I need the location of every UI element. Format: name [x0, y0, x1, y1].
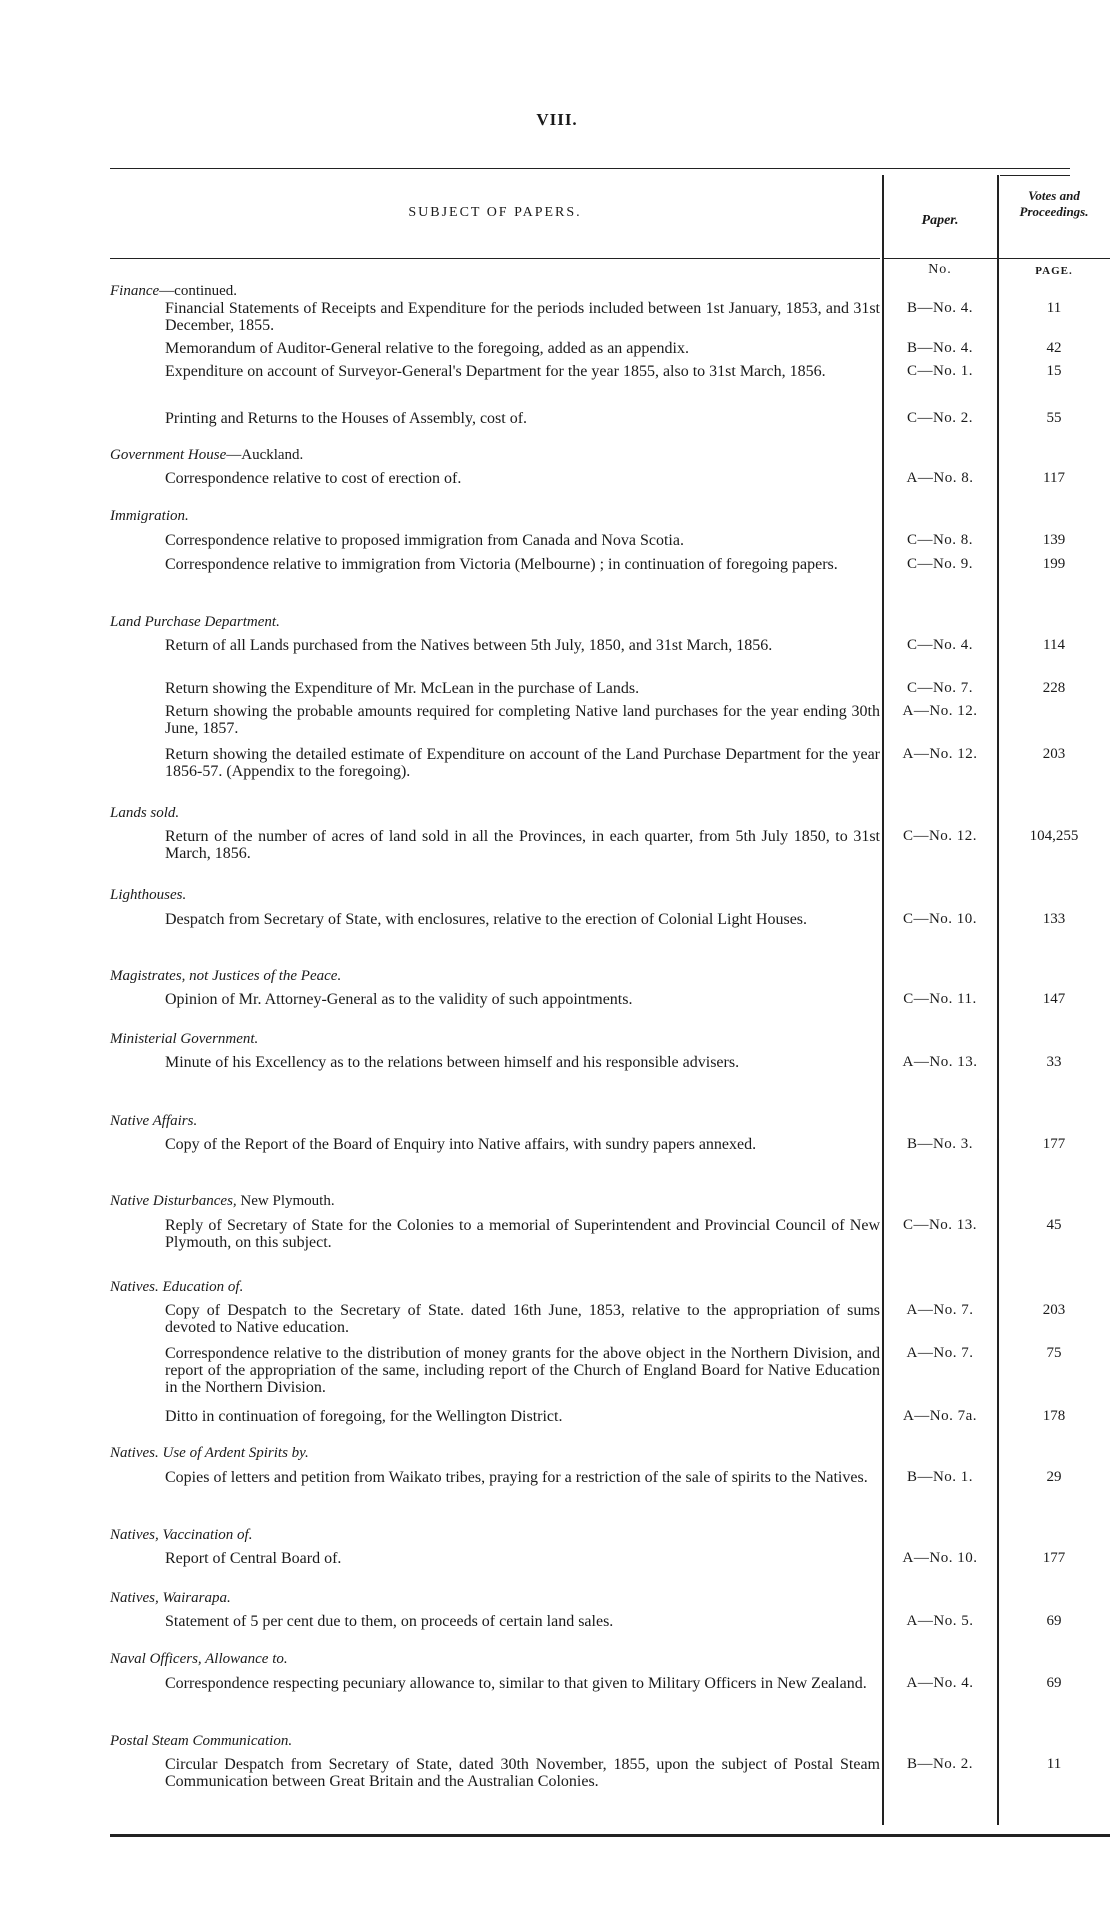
entry-paper-number: A—No. 7.: [906, 1345, 974, 1361]
entry-description: Minute of his Excellency as to the relations between himself and his responsible advisers.: [165, 1054, 740, 1071]
section-heading-text: Native Disturbances,: [110, 1193, 237, 1209]
header-rule: [110, 258, 880, 259]
section-heading-suffix: New Plymouth.: [236, 1193, 335, 1209]
entry-description: Correspondence relative to the distribution of money grants for the above object in the Northern Division, and report of the appropriation of the same, including report of the Church of England Board for Native Education in the Northern Division.: [165, 1345, 880, 1396]
entry-description: Correspondence respecting pecuniary allowance to, similar to that given to Military Officers in New Zealand.: [165, 1675, 867, 1692]
section-heading-text: Natives. Use of Ardent Spirits by.: [110, 1445, 309, 1461]
section-heading: [110, 447, 880, 464]
entry-paper-number: A—No. 7.: [906, 1302, 974, 1318]
entry-paper-number: C—No. 1.: [906, 363, 974, 379]
entry-page-number: 11: [1046, 300, 1062, 316]
entry-page-number: 203: [1042, 746, 1066, 762]
entry-paper-number: A—No. 13.: [902, 1054, 978, 1070]
section-heading-text: Immigration.: [110, 508, 189, 524]
entry-paper-number: A—No. 12.: [902, 746, 978, 762]
entry-paper-number: C—No. 7.: [906, 680, 974, 696]
entry-paper-number: A—No. 7a.: [902, 1408, 978, 1424]
entry-description: Copies of letters and petition from Waikato tribes, praying for a restriction of the sale of spirits to the Natives.: [165, 1469, 868, 1486]
entry-description: Printing and Returns to the Houses of Assembly, cost of.: [165, 410, 528, 427]
entry-page-number: 114: [1043, 637, 1065, 653]
entry-paper-number: A—No. 4.: [906, 1675, 974, 1691]
section-heading: [110, 1590, 880, 1607]
entry-paper-number: B—No. 2.: [906, 1756, 974, 1772]
section-heading: [110, 283, 880, 300]
section-heading: [110, 1445, 880, 1462]
entry-description: Correspondence relative to immigration from Victoria (Melbourne) ; in continuation of foregoing papers.: [165, 556, 838, 573]
column-rule-votes: [997, 175, 999, 1825]
entry-description: Return of all Lands purchased from the Natives between 5th July, 1850, and 31st March, 1856.: [165, 637, 773, 654]
section-heading-text: Ministerial Government.: [110, 1031, 259, 1047]
entry-paper-number: B—No. 3.: [906, 1136, 974, 1152]
entry-description: Correspondence relative to proposed immigration from Canada and Nova Scotia.: [165, 532, 684, 549]
entry-paper-number: C—No. 2.: [906, 410, 974, 426]
entry-description: Return showing the detailed estimate of Expenditure on account of the Land Purchase Department for the year 1856-57. (Appendix to the foregoing).: [165, 746, 880, 780]
entry-page-number: 69: [1046, 1613, 1062, 1629]
column-rule-paper: [882, 175, 884, 1825]
entry-description: Circular Despatch from Secretary of State, dated 30th November, 1855, upon the subject of Postal Steam Communication between Great Britain and the Australian Colonies.: [165, 1756, 880, 1790]
entry-description: Memorandum of Auditor-General relative to the foregoing, added as an appendix.: [165, 340, 689, 357]
entry-page-number: 75: [1046, 1345, 1062, 1361]
page-subheader: PAGE.: [1035, 265, 1073, 277]
section-heading: [110, 805, 880, 822]
votes-header: Votes and Proceedings.: [1019, 188, 1089, 219]
entry-page-number: 177: [1042, 1136, 1066, 1152]
section-heading: [110, 1279, 880, 1296]
section-heading-text: Native Affairs.: [110, 1113, 198, 1129]
section-heading: [110, 508, 880, 525]
section-heading-text: Postal Steam Communication.: [110, 1733, 293, 1749]
section-heading: [110, 1527, 880, 1544]
entry-description: Ditto in continuation of foregoing, for the Wellington District.: [165, 1408, 563, 1425]
entry-page-number: 11: [1046, 1756, 1062, 1772]
top-rule-votes: [1000, 175, 1070, 176]
entry-description: Copy of the Report of the Board of Enquiry into Native affairs, with sundry papers annexed.: [165, 1136, 757, 1153]
entry-page-number: 133: [1042, 911, 1066, 927]
entry-page-number: 139: [1042, 532, 1066, 548]
section-heading-text: Lands sold.: [110, 805, 180, 821]
entry-description: Expenditure on account of Surveyor-General's Department for the year 1855, also to 31st March, 1856.: [165, 363, 826, 380]
entry-page-number: 177: [1042, 1550, 1066, 1566]
entry-paper-number: B—No. 1.: [906, 1469, 974, 1485]
entry-description: Financial Statements of Receipts and Expenditure for the periods included between 1st January, 1853, and 31st December, 1855.: [165, 300, 880, 334]
entry-paper-number: C—No. 9.: [906, 556, 974, 572]
entry-page-number: 228: [1042, 680, 1066, 696]
section-heading: [110, 1193, 880, 1210]
section-heading: [110, 1733, 880, 1750]
entry-page-number: 199: [1042, 556, 1066, 572]
entry-page-number: 147: [1042, 991, 1066, 1007]
section-heading: [110, 1113, 880, 1130]
entry-page-number: 15: [1046, 363, 1062, 379]
entry-paper-number: C—No. 12.: [902, 828, 978, 844]
entry-paper-number: B—No. 4.: [906, 340, 974, 356]
page-number: VIII.: [536, 110, 578, 129]
entry-page-number: 45: [1046, 1217, 1062, 1233]
entry-page-number: 42: [1046, 340, 1062, 356]
entry-description: Despatch from Secretary of State, with enclosures, relative to the erection of Colonial Light Houses.: [165, 911, 808, 928]
entry-description: Statement of 5 per cent due to them, on proceeds of certain land sales.: [165, 1613, 614, 1630]
entry-paper-number: B—No. 4.: [906, 300, 974, 316]
entry-page-number: 69: [1046, 1675, 1062, 1691]
section-heading: [110, 1031, 880, 1048]
section-heading: [110, 968, 880, 985]
entry-paper-number: A—No. 5.: [906, 1613, 974, 1629]
entry-page-number: 55: [1046, 410, 1062, 426]
section-heading-text: Land Purchase Department.: [110, 614, 280, 630]
entry-description: Opinion of Mr. Attorney-General as to the validity of such appointments.: [165, 991, 633, 1008]
entry-page-number: 33: [1046, 1054, 1062, 1070]
section-heading-text: Finance: [110, 283, 160, 299]
entry-paper-number: C—No. 4.: [906, 637, 974, 653]
bottom-rule: [110, 1834, 1110, 1837]
section-heading: [110, 614, 880, 631]
section-heading: [110, 887, 880, 904]
entry-page-number: 203: [1042, 1302, 1066, 1318]
section-heading-suffix: —Auckland.: [226, 447, 304, 463]
subject-header: SUBJECT OF PAPERS.: [408, 205, 582, 220]
top-rule-left: [110, 168, 805, 169]
entry-paper-number: C—No. 13.: [902, 1217, 978, 1233]
entry-paper-number: C—No. 11.: [903, 991, 977, 1007]
section-heading-text: Natives, Vaccination of.: [110, 1527, 253, 1543]
entry-paper-number: C—No. 8.: [906, 532, 974, 548]
entry-page-number: 29: [1046, 1469, 1062, 1485]
entry-paper-number: C—No. 10.: [902, 911, 978, 927]
entry-page-number: 117: [1043, 470, 1065, 486]
section-heading-text: Magistrates, not Justices of the Peace.: [110, 968, 342, 984]
section-heading: [110, 1651, 880, 1668]
entry-page-number: 178: [1042, 1408, 1066, 1424]
section-heading-text: Lighthouses.: [110, 887, 187, 903]
entry-paper-number: A—No. 12.: [902, 703, 978, 719]
entry-description: Reply of Secretary of State for the Colonies to a memorial of Superintendent and Provincial Council of New Plymouth, on this subject.: [165, 1217, 880, 1251]
entry-paper-number: A—No. 8.: [906, 470, 974, 486]
entry-description: Return showing the Expenditure of Mr. McLean in the purchase of Lands.: [165, 680, 640, 697]
entry-description: Return showing the probable amounts required for completing Native land purchases for the year ending 30th June, 1857.: [165, 703, 880, 737]
entry-page-number: 104,255: [1029, 828, 1079, 844]
section-heading-suffix: —continued.: [159, 283, 238, 299]
section-heading-text: Natives, Wairarapa.: [110, 1590, 231, 1606]
paper-header: Paper.: [921, 213, 959, 228]
entry-description: Return of the number of acres of land sold in all the Provinces, in each quarter, from 5th July 1850, to 31st March, 1856.: [165, 828, 880, 862]
top-rule-right: [805, 168, 1070, 169]
entry-description: Copy of Despatch to the Secretary of State. dated 16th June, 1853, relative to the appropriation of sums devoted to Native education.: [165, 1302, 880, 1336]
entry-description: Report of Central Board of.: [165, 1550, 342, 1567]
no-subheader: No.: [928, 262, 952, 277]
section-heading-text: Naval Officers, Allowance to.: [110, 1651, 288, 1667]
section-heading-text: Government House: [110, 447, 227, 463]
entry-paper-number: A—No. 10.: [902, 1550, 978, 1566]
entry-description: Correspondence relative to cost of erection of.: [165, 470, 462, 487]
section-heading-text: Natives. Education of.: [110, 1279, 244, 1295]
